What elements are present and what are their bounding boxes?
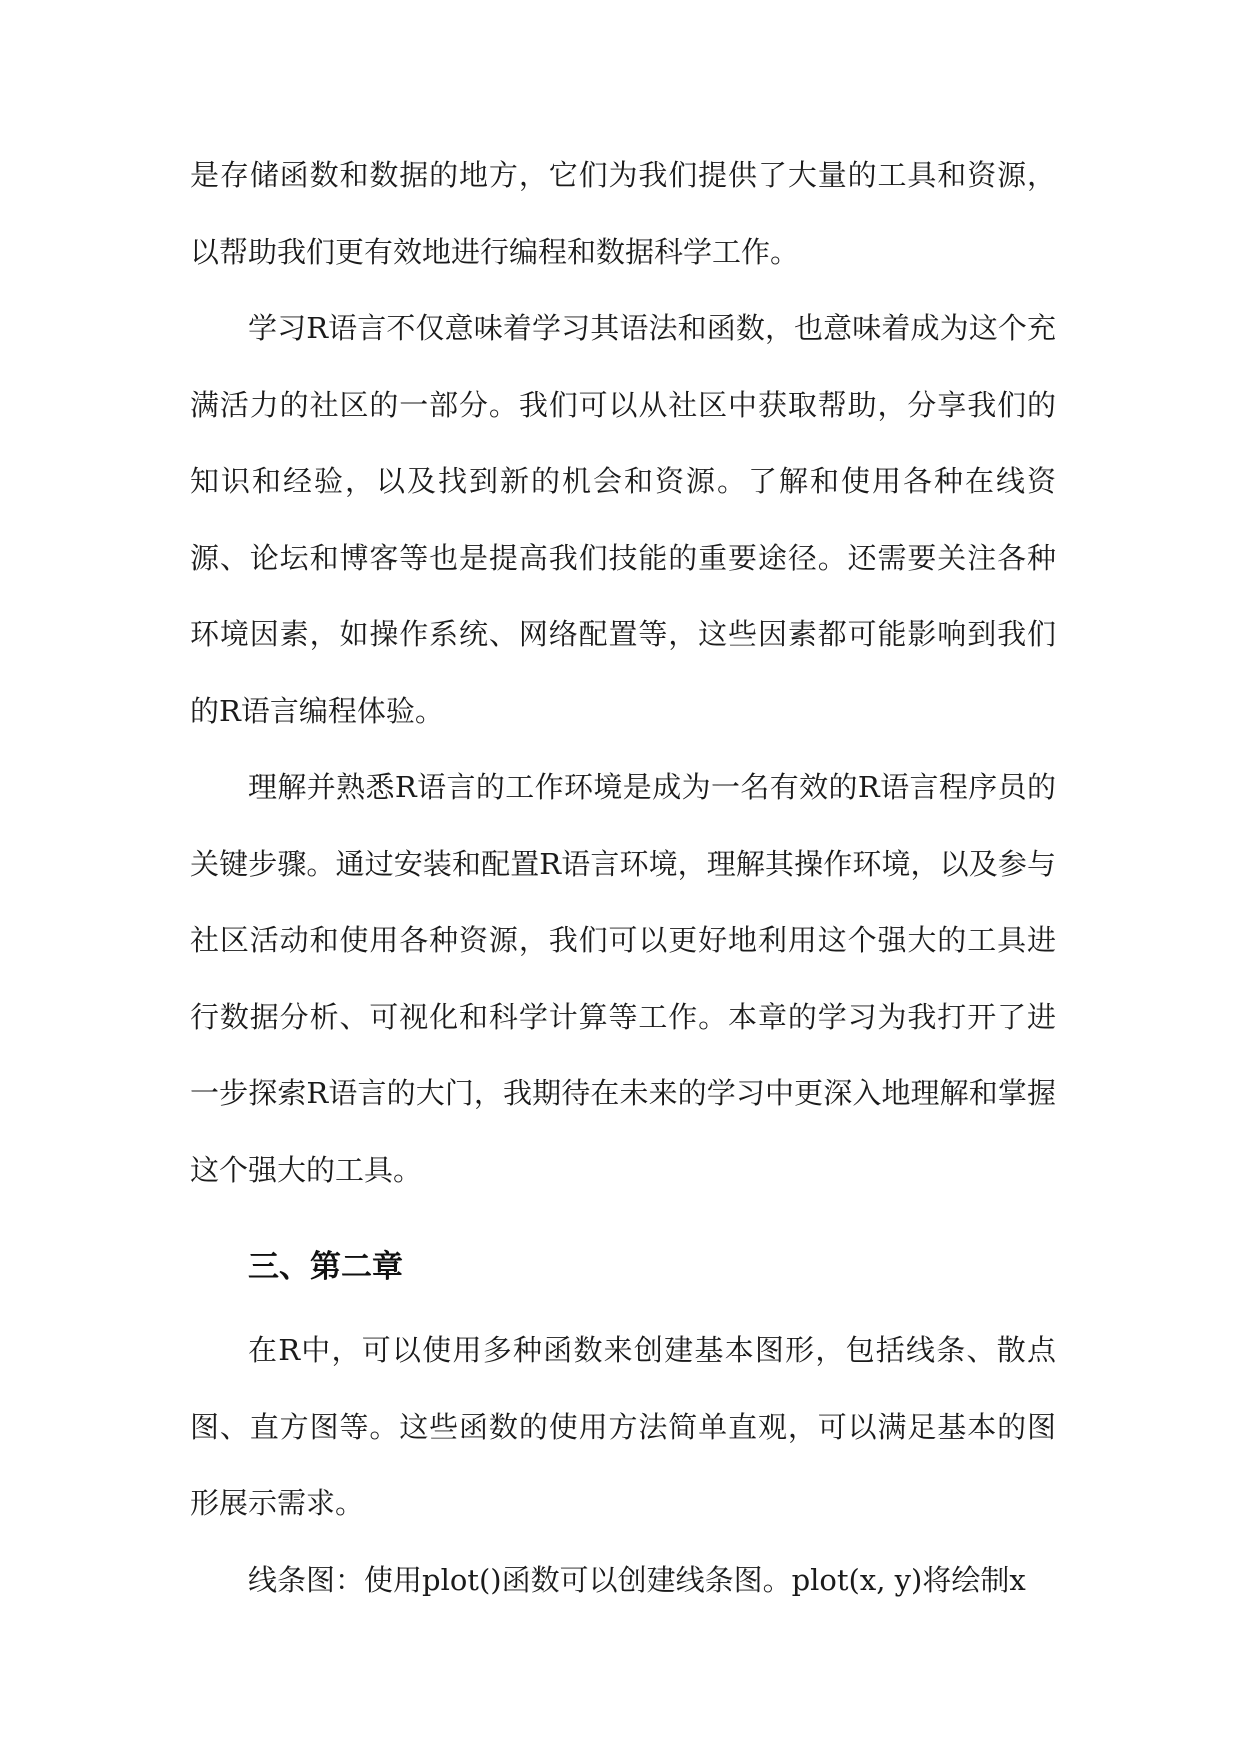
paragraph-basic-graphics: 在R中，可以使用多种函数来创建基本图形，包括线条、散点图、直方图等。这些函数的使用方法简单直观，可以满足基本的图形展示需求。 [190, 1333, 1056, 1520]
paragraph-community: 学习R语言不仅意味着学习其语法和函数，也意味着成为这个充满活力的社区的一部分。我们可以从社区中获取帮助，分享我们的知识和经验，以及找到新的机会和资源。了解和使用各种在线资源、论坛和博客等也是提高我们技能的重要途径。还需要关注各种环境因素，如操作系统、网络配置等，这些因素都可能影响到我们的R语言编程体验。 [190, 311, 1056, 728]
paragraph-line-plot: 线条图：使用plot()函数可以创建线条图。plot(x, y)将绘制x [248, 1562, 1026, 1597]
paragraph-conclusion: 理解并熟悉R语言的工作环境是成为一名有效的R语言程序员的关键步骤。通过安装和配置R语言环境，理解其操作环境，以及参与社区活动和使用各种资源，我们可以更好地利用这个强大的工具进行数据分析、可视化和科学计算等工作。本章的学习为我打开了进一步探索R语言的大门，我期待在未来的学习中更深入地理解和掌握这个强大的工具。 [190, 770, 1056, 1187]
document-body [190, 137, 1056, 1618]
section-heading: 三、第二章 [248, 1249, 403, 1285]
paragraph-environment-summary: 是存储函数和数据的地方，它们为我们提供了大量的工具和资源，以帮助我们更有效地进行编程和数据科学工作。 [190, 158, 1056, 269]
